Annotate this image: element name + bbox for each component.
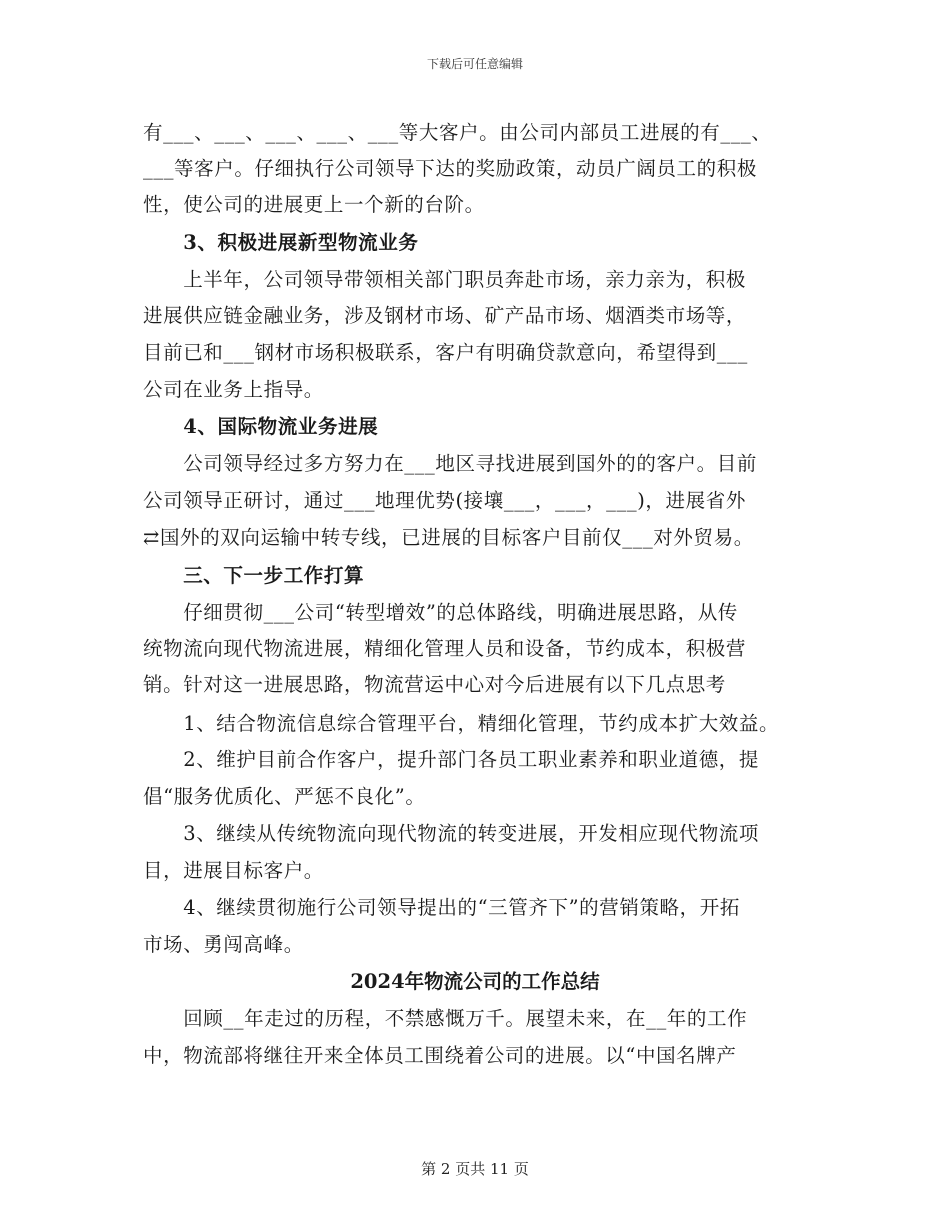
paragraph-line: 公司领导经过多方努力在___地区寻找进展到国外的的客户。目前	[143, 452, 757, 475]
paragraph-line: 倡“服务优质化、严惩不良化”。	[143, 785, 426, 808]
section-heading: 3、积极进展新型物流业务	[143, 231, 419, 254]
page-header: 下载后可任意编辑	[426, 57, 523, 71]
paragraph-line: ⇄国外的双向运输中转专线，已进展的目标客户目前仅___对外贸易。	[143, 526, 754, 549]
paragraph-line: 目，进展目标客户。	[143, 859, 324, 882]
paragraph-line: 统物流向现代物流进展，精细化管理人员和设备，节约成本，积极营	[143, 637, 747, 660]
paragraph-line: ___等客户。仔细执行公司领导下达的奖励政策，动员广阔员工的积极	[143, 157, 757, 180]
paragraph-line: 销。针对这一进展思路，物流营运中心对今后进展有以下几点思考	[143, 673, 726, 696]
paragraph-line: 市场、勇闯高峰。	[143, 933, 304, 956]
paragraph-line: 进展供应链金融业务，涉及钢材市场、矿产品市场、烟酒类市场等，	[143, 304, 747, 327]
section-heading: 4、国际物流业务进展	[143, 415, 379, 438]
list-item: 2、维护目前合作客户，提升部门各员工职业素养和职业道德，提	[143, 748, 760, 771]
paragraph-line: 回顾__年走过的历程，不禁感慨万千。展望未来，在__年的工作	[143, 1007, 748, 1030]
list-item: 3、继续从传统物流向现代物流的转变进展，开发相应现代物流项	[143, 822, 760, 845]
section-heading: 三、下一步工作打算	[143, 564, 365, 587]
document-title: 2024年物流公司的工作总结	[350, 970, 600, 993]
paragraph-line: 仔细贯彻___公司“转型增效”的总体路线，明确进展思路，从传	[143, 601, 738, 624]
paragraph-line: 目前已和___钢材市场积极联系，客户有明确贷款意向，希望得到___	[143, 341, 748, 364]
paragraph-line: 上半年，公司领导带领相关部门职员奔赴市场，亲力亲为，积极	[143, 268, 747, 291]
page-footer: 第 2 页共 11 页	[421, 1160, 529, 1178]
list-item: 4、继续贯彻施行公司领导提出的“三管齐下”的营销策略，开拓	[143, 896, 740, 919]
paragraph-line: 性，使公司的进展更上一个新的台阶。	[143, 193, 485, 216]
paragraph-line: 公司在业务上指导。	[143, 378, 324, 401]
paragraph-line: 有___、___、___、___、___等大客户。由公司内部员工进展的有___、	[143, 121, 772, 144]
list-item: 1、结合物流信息综合管理平台，精细化管理，节约成本扩大效益。	[143, 712, 780, 735]
paragraph-line: 中，物流部将继往开来全体员工围绕着公司的进展。以“中国名牌产	[143, 1044, 737, 1067]
paragraph-line: 公司领导正研讨，通过___地理优势(接壤___，___，___)，进展省外	[143, 489, 746, 512]
